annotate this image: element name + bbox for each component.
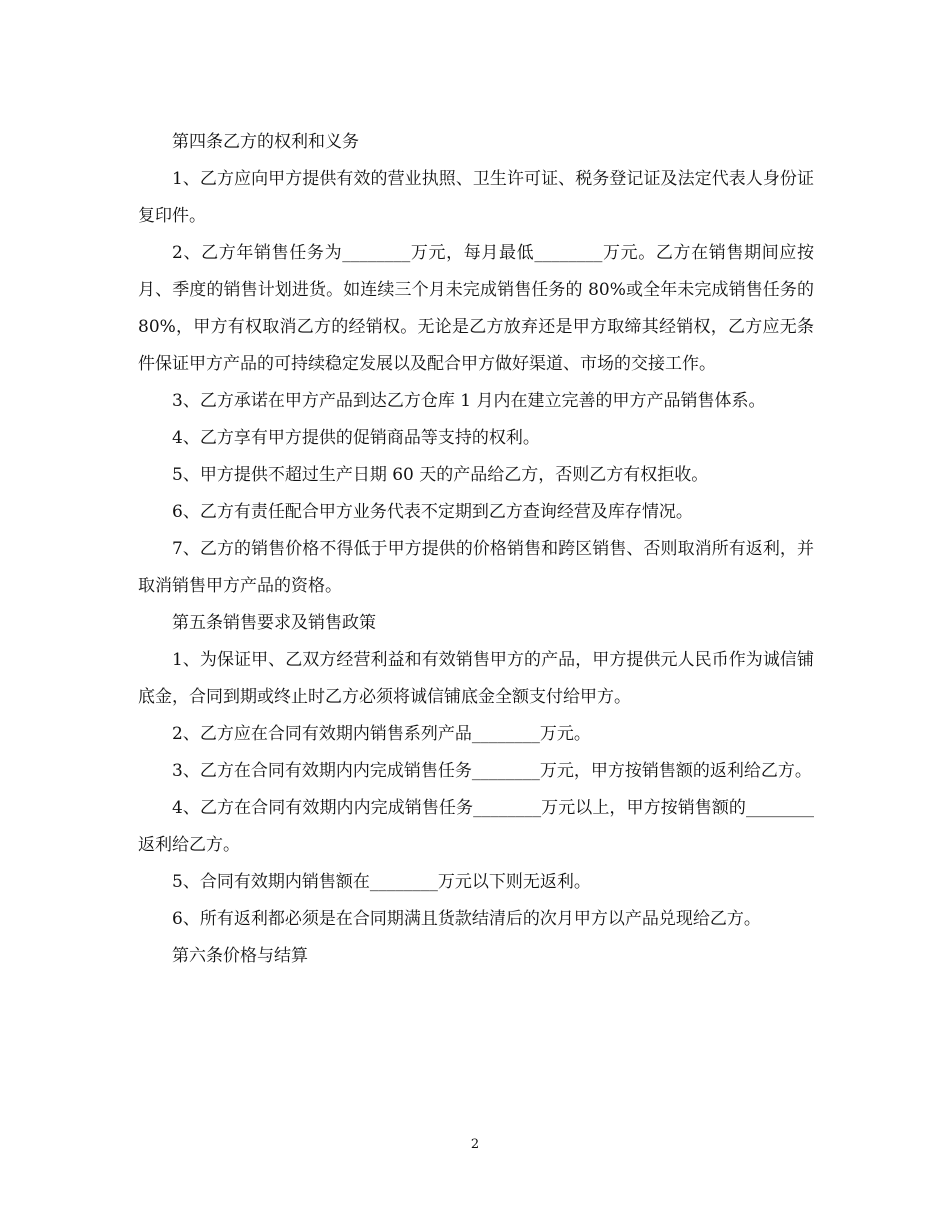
clause-paragraph: 2、乙方应在合同有效期内销售系列产品________万元。 xyxy=(172,724,591,744)
clause-paragraph: 7、乙方的销售价格不得低于甲方提供的价格销售和跨区销售、否则取消所有返利，并取消销售甲方产品的资格。 xyxy=(138,539,814,596)
clause-paragraph: 3、乙方在合同有效期内内完成销售任务________万元，甲方按销售额的返利给乙方。 xyxy=(172,761,812,781)
clause-paragraph: 3、乙方承诺在甲方产品到达乙方仓库 1 月内在建立完善的甲方产品销售体系。 xyxy=(172,391,766,411)
clause-paragraph: 6、所有返利都必须是在合同期满且货款结清后的次月甲方以产品兑现给乙方。 xyxy=(172,909,761,929)
section-heading-article-4: 第四条乙方的权利和义务 xyxy=(172,132,359,152)
clause-paragraph: 5、甲方提供不超过生产日期 60 天的产品给乙方，否则乙方有权拒收。 xyxy=(172,465,709,485)
clause-paragraph: 2、乙方年销售任务为________万元，每月最低________万元。乙方在销售期间应按月、季度的销售计划进货。如连续三个月未完成销售任务的 80%或全年未完成销售任务的 80%，甲方有权取消乙方的经销权。无论是乙方放弃还是甲方取缔其经销权，乙方应无条件保证甲方产品的可持续稳定发展以及配合甲方做好渠道、市场的交接工作。 xyxy=(138,243,820,374)
clause-paragraph: 4、乙方享有甲方提供的促销商品等支持的权利。 xyxy=(172,428,540,448)
clause-paragraph: 1、乙方应向甲方提供有效的营业执照、卫生许可证、税务登记证及法定代表人身份证复印件。 xyxy=(138,169,814,226)
document-body xyxy=(138,124,820,975)
clause-paragraph: 6、乙方有责任配合甲方业务代表不定期到乙方查询经营及库存情况。 xyxy=(172,502,693,522)
clause-paragraph: 4、乙方在合同有效期内内完成销售任务________万元以上，甲方按销售额的________返利给乙方。 xyxy=(138,798,814,855)
clause-paragraph: 5、合同有效期内销售额在________万元以下则无返利。 xyxy=(172,872,591,892)
section-heading-article-6: 第六条价格与结算 xyxy=(172,946,308,966)
clause-paragraph: 1、为保证甲、乙双方经营利益和有效销售甲方的产品，甲方提供元人民币作为诚信铺底金，合同到期或终止时乙方必须将诚信铺底金全额支付给甲方。 xyxy=(138,650,814,707)
section-heading-article-5: 第五条销售要求及销售政策 xyxy=(172,613,376,633)
page-number: 2 xyxy=(470,1137,480,1152)
